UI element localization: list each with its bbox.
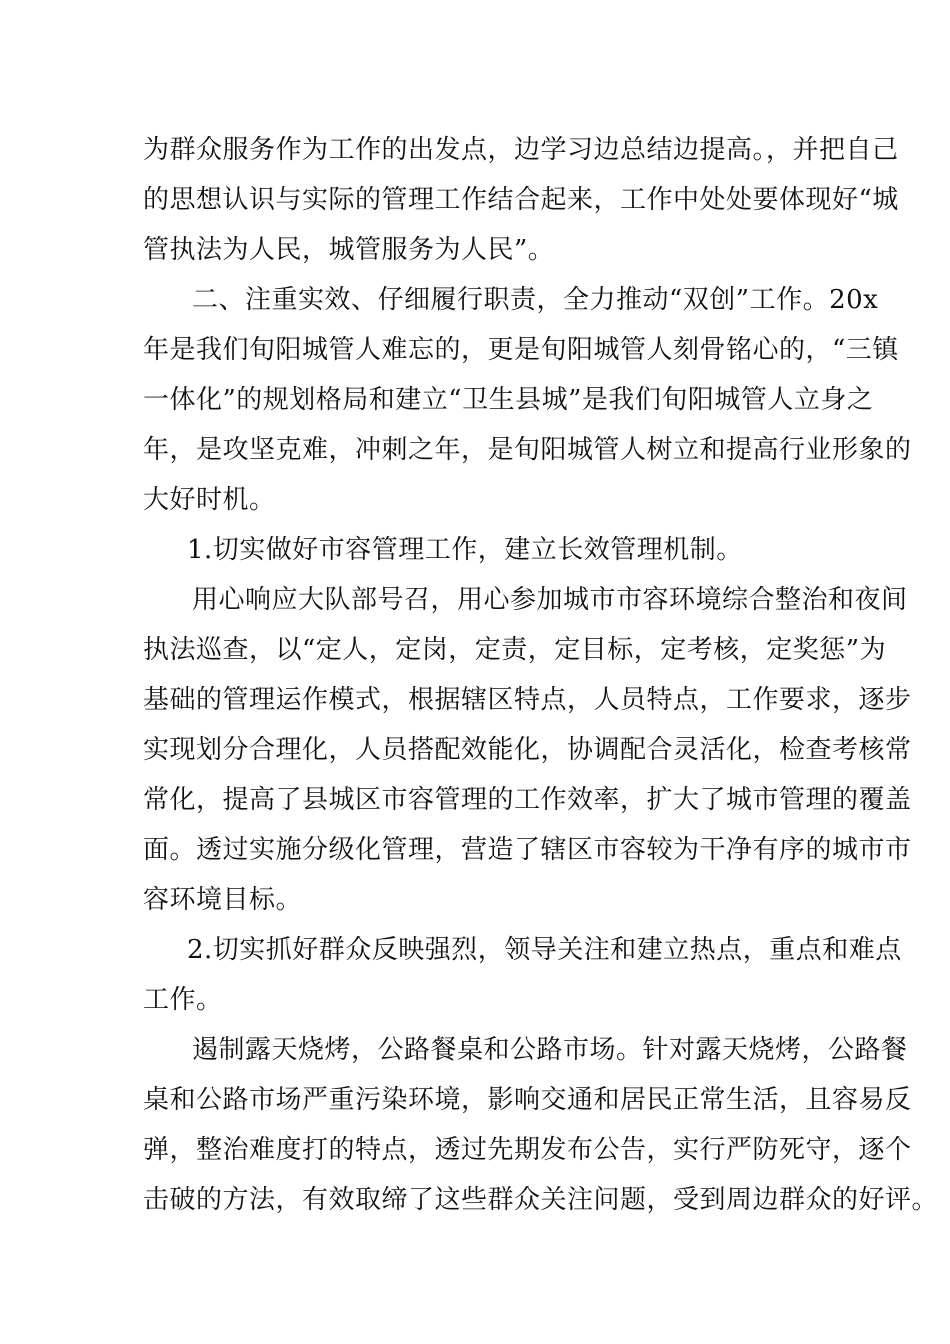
text-line: 为群众服务作为工作的出发点，边学习边总结边提高。，并把自己	[143, 135, 899, 165]
section-heading: 二、注重实效、仔细履行职责，全力推动“双创”工作。20x	[192, 285, 879, 315]
text-line: 执法巡查，以“定人，定岗，定责，定目标，定考核，定奖惩”为	[143, 635, 887, 665]
text-line: 基础的管理运作模式，根据辖区特点，人员特点，工作要求，逐步	[143, 685, 912, 715]
text-line: 年，是攻坚克难，冲刺之年，是旬阳城管人树立和提高行业形象的	[143, 435, 912, 465]
text-line: 用心响应大队部号召，用心参加城市市容环境综合整治和夜间	[192, 585, 908, 615]
text-line: 击破的方法，有效取缔了这些群众关注问题，受到周边群众的好评。	[143, 1185, 939, 1215]
text-line: 工作。	[143, 985, 223, 1015]
text-line: 年是我们旬阳城管人难忘的，更是旬阳城管人刻骨铭心的，“三镇	[143, 335, 899, 365]
text-line: 大好时机。	[143, 485, 276, 515]
text-line: 常化，提高了县城区市容管理的工作效率，扩大了城市管理的覆盖	[143, 785, 912, 815]
text-line: 面。透过实施分级化管理，营造了辖区市容较为干净有序的城市市	[143, 835, 912, 865]
text-line: 的思想认识与实际的管理工作结合起来，工作中处处要体现好“城	[143, 185, 899, 215]
text-line: 实现划分合理化，人员搭配效能化，协调配合灵活化，检查考核常	[143, 735, 912, 765]
subheading: 1.切实做好市容管理工作，建立长效管理机制。	[187, 535, 743, 565]
text-line: 管执法为人民，城管服务为人民”。	[143, 235, 555, 265]
text-line: 桌和公路市场严重污染环境，影响交通和居民正常生活，且容易反	[143, 1085, 912, 1115]
text-line: 容环境目标。	[143, 885, 303, 915]
subheading: 2.切实抓好群众反映强烈，领导关注和建立热点，重点和难点	[187, 935, 902, 965]
text-line: 遏制露天烧烤，公路餐桌和公路市场。针对露天烧烤，公路餐	[192, 1035, 908, 1065]
text-line: 弹，整治难度打的特点，透过先期发布公告，实行严防死守，逐个	[143, 1135, 912, 1165]
text-line: 一体化”的规划格局和建立“卫生县城”是我们旬阳城管人立身之	[143, 385, 874, 415]
